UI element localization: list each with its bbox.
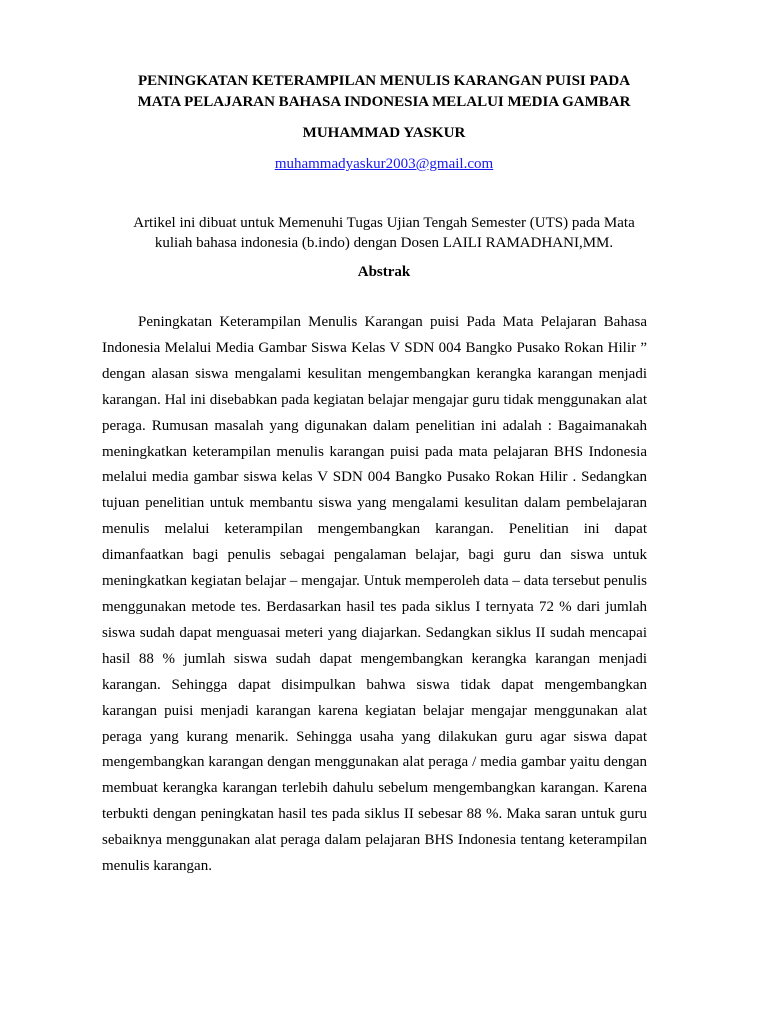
email-link[interactable]: muhammadyaskur2003@gmail.com: [274, 156, 494, 172]
abstract-heading: Abstrak: [357, 264, 411, 280]
title-line-2: MATA PELAJARAN BAHASA INDONESIA MELALUI MEDIA GAMBAR: [137, 94, 631, 110]
note-line-1: Artikel ini dibuat untuk Memenuhi Tugas Ujian Tengah Semester (UTS) pada Mata: [133, 215, 635, 231]
document-title: [90, 71, 678, 113]
note-line-2: kuliah bahasa indonesia (b.indo) dengan Dosen LAILI RAMADHANI,MM.: [154, 235, 614, 251]
article-note: [100, 213, 668, 253]
author-email: [90, 154, 678, 174]
title-line-1: PENINGKATAN KETERAMPILAN MENULIS KARANGAN PUISI PADA: [137, 73, 631, 89]
author-name: MUHAMMAD YASKUR: [302, 125, 466, 141]
abstract-body: Peningkatan Keterampilan Menulis Karangan puisi Pada Mata Pelajaran Bahasa Indonesia Melalui Media Gambar Siswa Kelas V SDN 004 Bangko Pusako Rokan Hilir ” dengan alasan siswa mengalami kesulitan mengembangkan kerangka karangan menjadi karangan. Hal ini disebabkan pada kegiatan belajar mengajar guru tidak menggunakan alat peraga. Rumusan masalah yang digunakan dalam penelitian ini adalah : Bagaimanakah meningkatkan keterampilan menulis karangan puisi pada mata pelajaran BHS Indonesia melalui media gambar siswa kelas V SDN 004 Bangko Pusako Rokan Hilir . Sedangkan tujuan penelitian untuk membantu siswa yang mengalami kesulitan dalam pembelajaran menulis melalui keterampilan mengembangkan karangan. Penelitian ini dapat dimanfaatkan bagi penulis sebagai pengalaman belajar, bagi guru dan siswa untuk meningkatkan kegiatan belajar – mengajar. Untuk memperoleh data – data tersebut penulis menggunakan metode tes. Berdasarkan hasil tes pada siklus I ternyata 72 % dari jumlah siswa sudah dapat menguasai meteri yang diajarkan. Sedangkan siklus II sudah mencapai hasil 88 % jumlah siswa sudah dapat mengembangkan kerangka karangan menjadi karangan. Sehingga dapat disimpulkan bahwa siswa tidak dapat mengembangkan karangan puisi menjadi karangan karena kegiatan belajar mengajar menggunakan alat peraga yang kurang menarik. Sehingga usaha yang dilakukan guru agar siswa dapat mengembangkan karangan dengan menggunakan alat peraga / media gambar yaitu dengan membuat kerangka karangan terlebih dahulu sebelum mengembangkan karangan. Karena terbukti dengan peningkatan hasil tes pada siklus II sebesar 88 %. Maka saran untuk guru sebaiknya menggunakan alat peraga dalam pelajaran BHS Indonesia tentang keterampilan menulis karangan.: [102, 314, 647, 875]
